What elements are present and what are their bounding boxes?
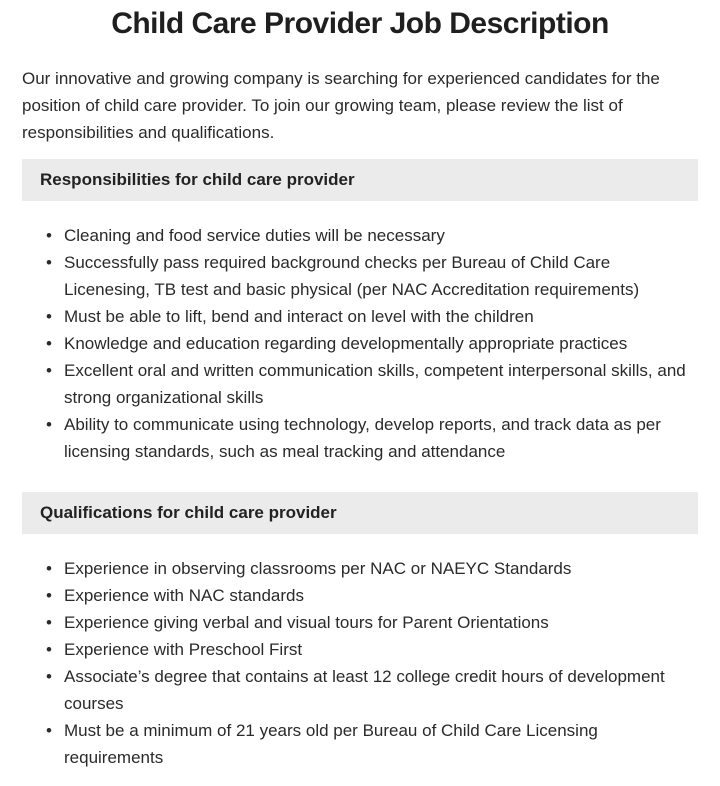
responsibilities-section-heading: Responsibilities for child care provider [22, 159, 698, 201]
intro-paragraph: Our innovative and growing company is searching for experienced candidates for the position of child care provider. To join our growing team, please review the list of responsibilities and qualifications. [22, 69, 660, 142]
list-item: • Experience giving verbal and visual tours for Parent Orientations [46, 609, 698, 636]
qualifications-list [22, 555, 698, 771]
qualifications-section-heading: Qualifications for child care provider [22, 492, 698, 534]
list-item: • Must be able to lift, bend and interact on level with the children [46, 303, 698, 330]
list-item: • Excellent oral and written communication skills, competent interpersonal skills, and strong organizational skills [46, 357, 698, 411]
list-item: • Experience in observing classrooms per NAC or NAEYC Standards [46, 555, 698, 582]
list-item: • Ability to communicate using technology, develop reports, and track data as per licensing standards, such as meal tracking and attendance [46, 411, 698, 465]
responsibilities-list [22, 222, 698, 465]
list-item: • Successfully pass required background checks per Bureau of Child Care Licenesing, TB test and basic physical (per NAC Accreditation requirements) [46, 249, 698, 303]
responsibilities-section [22, 159, 698, 465]
list-item: • Must be a minimum of 21 years old per Bureau of Child Care Licensing requirements [46, 717, 698, 771]
list-item: • Associate’s degree that contains at least 12 college credit hours of development courses [46, 663, 698, 717]
page-title: Child Care Provider Job Description [111, 7, 609, 40]
qualifications-section [22, 492, 698, 771]
list-item: • Knowledge and education regarding developmentally appropriate practices [46, 330, 698, 357]
list-item: • Experience with NAC standards [46, 582, 698, 609]
list-item: • Cleaning and food service duties will be necessary [46, 222, 698, 249]
list-item: • Experience with Preschool First [46, 636, 698, 663]
